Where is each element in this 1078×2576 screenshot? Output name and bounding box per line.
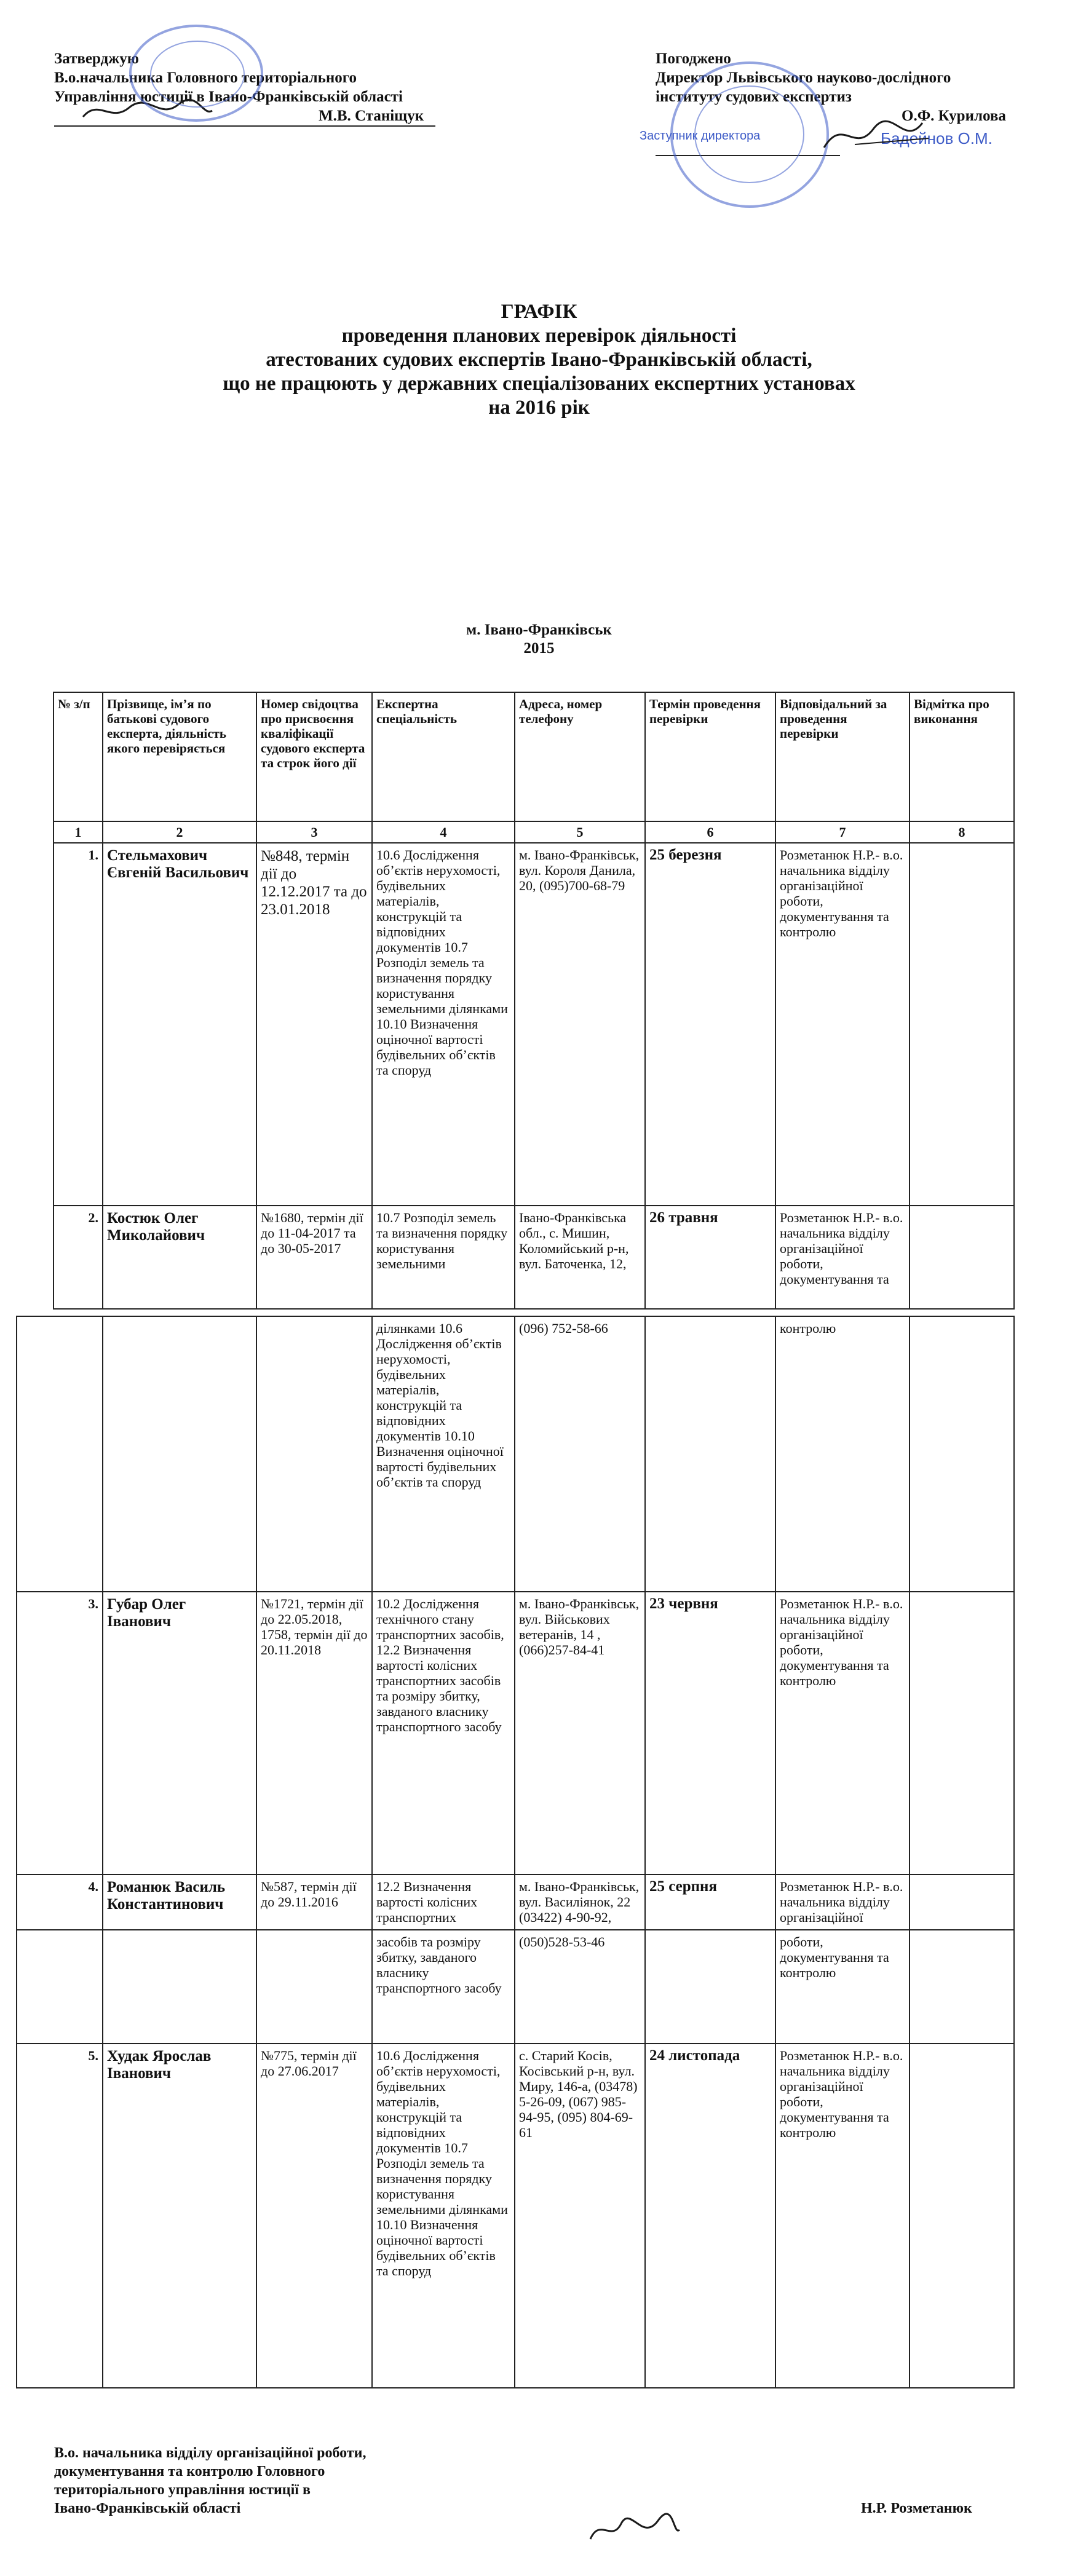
row-spec: 10.6 Дослідження об’єктів нерухомості, будівельних матеріалів, конструкцій та відповідних документів 10.7 Розподіл земель та визначення порядку користування земельними ділянками 10.10 Визначення оціночної вартості будівельних об’єктів та споруд: [372, 2044, 515, 2388]
agreement-label: Погоджено: [656, 50, 731, 67]
title-line3: атестованих судових експертів Івано-Франківській області,: [266, 349, 812, 371]
schedule-table: [53, 692, 1015, 1310]
header-term: Термін проведення перевірки: [645, 692, 775, 821]
table-row: [54, 1206, 1014, 1309]
row-term: 25 березня: [645, 843, 775, 1206]
row-mark: [910, 1875, 1014, 1930]
row-name: Романюк Василь Константинович: [103, 1875, 256, 1930]
row-spec: 10.7 Розподіл земель та визначення порядку користування земельними: [372, 1206, 515, 1309]
row-name: Губар Олег Іванович: [103, 1592, 256, 1875]
place: м. Івано-Франківськ: [466, 622, 612, 638]
row-cert: №587, термін дії до 29.11.2016: [256, 1875, 372, 1930]
table-row: [17, 1875, 1014, 1930]
row-term: 24 листопада: [645, 2044, 775, 2388]
row-resp: контролю: [775, 1316, 910, 1592]
agreement-position-line2: інституту судових експертиз: [656, 89, 852, 105]
row-spec: 10.2 Дослідження технічного стану транспортних засобів, 12.2 Визначення вартості колісних транспортних засобів та розміру збитку, завданого власнику транспортного засобу: [372, 1592, 515, 1875]
document-title: [0, 300, 1078, 420]
approval-stamp: [129, 25, 263, 122]
row-mark: [910, 2044, 1014, 2388]
approval-signer: М.В. Станіщук: [319, 108, 424, 124]
title-line2: проведення планових перевірок діяльності: [341, 325, 737, 347]
row-cert: №848, термін дії до 12.12.2017 та до 23.01.2018: [256, 843, 372, 1206]
approval-position-line2: Управління юстиції в Івано-Франківській області: [54, 89, 403, 105]
table-row: [17, 2044, 1014, 2388]
row-term: [645, 1316, 775, 1592]
column-number-row: [54, 821, 1014, 843]
row-name: [103, 1316, 256, 1592]
row-name: Худак Ярослав Іванович: [103, 2044, 256, 2388]
colnum: 7: [775, 821, 910, 843]
row-no: 2.: [54, 1206, 103, 1309]
row-resp: Розметанюк Н.Р.- в.о. начальника відділу організаційної роботи, документування та контролю: [775, 1592, 910, 1875]
colnum: 2: [103, 821, 256, 843]
row-term: 25 серпня: [645, 1875, 775, 1930]
place-line: [0, 621, 1078, 658]
row-no: [17, 1930, 103, 2044]
row-spec: ділянками 10.6 Дослідження об’єктів нерухомості, будівельних матеріалів, конструкцій та відповідних документів 10.10 Визначення оціночної вартості будівельних об’єктів та споруд: [372, 1316, 515, 1592]
agreement-stamp-note1: Заступник директора: [640, 129, 761, 143]
row-cert: [256, 1930, 372, 2044]
title-line4: що не працюють у державних спеціалізованих експертних установах: [223, 373, 855, 395]
colnum: 3: [256, 821, 372, 843]
year: 2015: [523, 640, 555, 657]
footer-signer: Н.Р. Розметанюк: [861, 2500, 972, 2516]
colnum: 6: [645, 821, 775, 843]
row-no: 1.: [54, 843, 103, 1206]
row-spec: 12.2 Визначення вартості колісних транспортних: [372, 1875, 515, 1930]
row-cert: №775, термін дії до 27.06.2017: [256, 2044, 372, 2388]
table-row-continued: [17, 1316, 1014, 1592]
row-resp: Розметанюк Н.Р.- в.о. начальника відділу організаційної роботи, документування та: [775, 1206, 910, 1309]
title-line1: ГРАФІК: [501, 301, 577, 323]
row-mark: [910, 1316, 1014, 1592]
row-cert: №1721, термін дії до 22.05.2018, 1758, термін дії до 20.11.2018: [256, 1592, 372, 1875]
row-mark: [910, 1592, 1014, 1875]
row-mark: [910, 1930, 1014, 2044]
colnum: 8: [910, 821, 1014, 843]
row-cert: [256, 1316, 372, 1592]
row-cert: №1680, термін дії до 11-04-2017 та до 30-05-2017: [256, 1206, 372, 1309]
row-no: 4.: [17, 1875, 103, 1930]
row-name: Костюк Олег Миколайович: [103, 1206, 256, 1309]
row-term: 23 червня: [645, 1592, 775, 1875]
footer-line3: територіального управління юстиції в: [54, 2482, 311, 2498]
footer-line1: В.о. начальника відділу організаційної роботи,: [54, 2445, 367, 2461]
row-spec: засобів та розміру збитку, завданого власнику транспортного засобу: [372, 1930, 515, 2044]
approval-position-line1: В.о.начальника Головного територіального: [54, 69, 357, 86]
footer-line2: документування та контролю Головного: [54, 2463, 325, 2479]
footer-position-block: [54, 2444, 608, 2518]
row-addr: с. Старий Косів, Косівський р-н, вул. Миру, 146-а, (03478) 5-26-09, (067) 985-94-95, (095) 804-69-61: [515, 2044, 645, 2388]
approval-label: Затверджую: [54, 50, 139, 67]
row-resp: Розметанюк Н.Р.- в.о. начальника відділу організаційної роботи, документування та контролю: [775, 843, 910, 1206]
footer-line4: Івано-Франківській області: [54, 2500, 241, 2516]
row-resp: роботи, документування та контролю: [775, 1930, 910, 2044]
schedule-table-continued: [16, 1316, 1015, 2388]
row-no: 5.: [17, 2044, 103, 2388]
row-mark: [910, 1206, 1014, 1309]
table-header-row: [54, 692, 1014, 821]
row-no: 3.: [17, 1592, 103, 1875]
agreement-signature-scribble: [818, 111, 941, 160]
row-term: [645, 1930, 775, 2044]
row-addr: Івано-Франківська обл., с. Мишин, Коломийський р-н, вул. Баточенка, 12,: [515, 1206, 645, 1309]
colnum: 5: [515, 821, 645, 843]
row-addr: (096) 752-58-66: [515, 1316, 645, 1592]
header-resp: Відповідальний за проведення перевірки: [775, 692, 910, 821]
header-mark: Відмітка про виконання: [910, 692, 1014, 821]
row-name: [103, 1930, 256, 2044]
header-spec: Експертна спеціальність: [372, 692, 515, 821]
row-spec: 10.6 Дослідження об’єктів нерухомості, будівельних матеріалів, конструкцій та відповідних документів 10.7 Розподіл земель та визначення порядку користування земельними ділянками 10.10 Визначення оціночної вартості будівельних об’єктів та споруд: [372, 843, 515, 1206]
header-name: Прізвище, ім’я по батькові судового експерта, діяльність якого перевіряється: [103, 692, 256, 821]
title-line5: на 2016 рік: [488, 397, 590, 419]
row-name: Стельмахович Євгеній Васильович: [103, 843, 256, 1206]
header-addr: Адреса, номер телефону: [515, 692, 645, 821]
table-row-continued: [17, 1930, 1014, 2044]
header-cert: Номер свідоцтва про присвоєння кваліфікації судового експерта та строк його дії: [256, 692, 372, 821]
colnum: 4: [372, 821, 515, 843]
row-addr: м. Івано-Франківськ, вул. Короля Данила, 20, (095)700-68-79: [515, 843, 645, 1206]
row-addr: м. Івано-Франківськ, вул. Військових ветеранів, 14 , (066)257-84-41: [515, 1592, 645, 1875]
row-mark: [910, 843, 1014, 1206]
table-row: [54, 843, 1014, 1206]
row-addr: м. Івано-Франківськ, вул. Василіянок, 22 (03422) 4-90-92,: [515, 1875, 645, 1930]
row-no: [17, 1316, 103, 1592]
agreement-stamp-note2: Бадейнов О.М.: [881, 129, 993, 148]
agreement-signer: О.Ф. Курилова: [902, 108, 1006, 124]
agreement-position-line1: Директор Львівського науково-дослідного: [656, 69, 951, 86]
row-resp: Розметанюк Н.Р.- в.о. начальника відділу організаційної роботи, документування та контролю: [775, 2044, 910, 2388]
row-resp: Розметанюк Н.Р.- в.о. начальника відділу організаційної: [775, 1875, 910, 1930]
table-row: [17, 1592, 1014, 1875]
row-addr: (050)528-53-46: [515, 1930, 645, 2044]
header-no: № з/п: [54, 692, 103, 821]
colnum: 1: [54, 821, 103, 843]
footer-signature-scribble: [584, 2511, 683, 2548]
row-term: 26 травня: [645, 1206, 775, 1309]
